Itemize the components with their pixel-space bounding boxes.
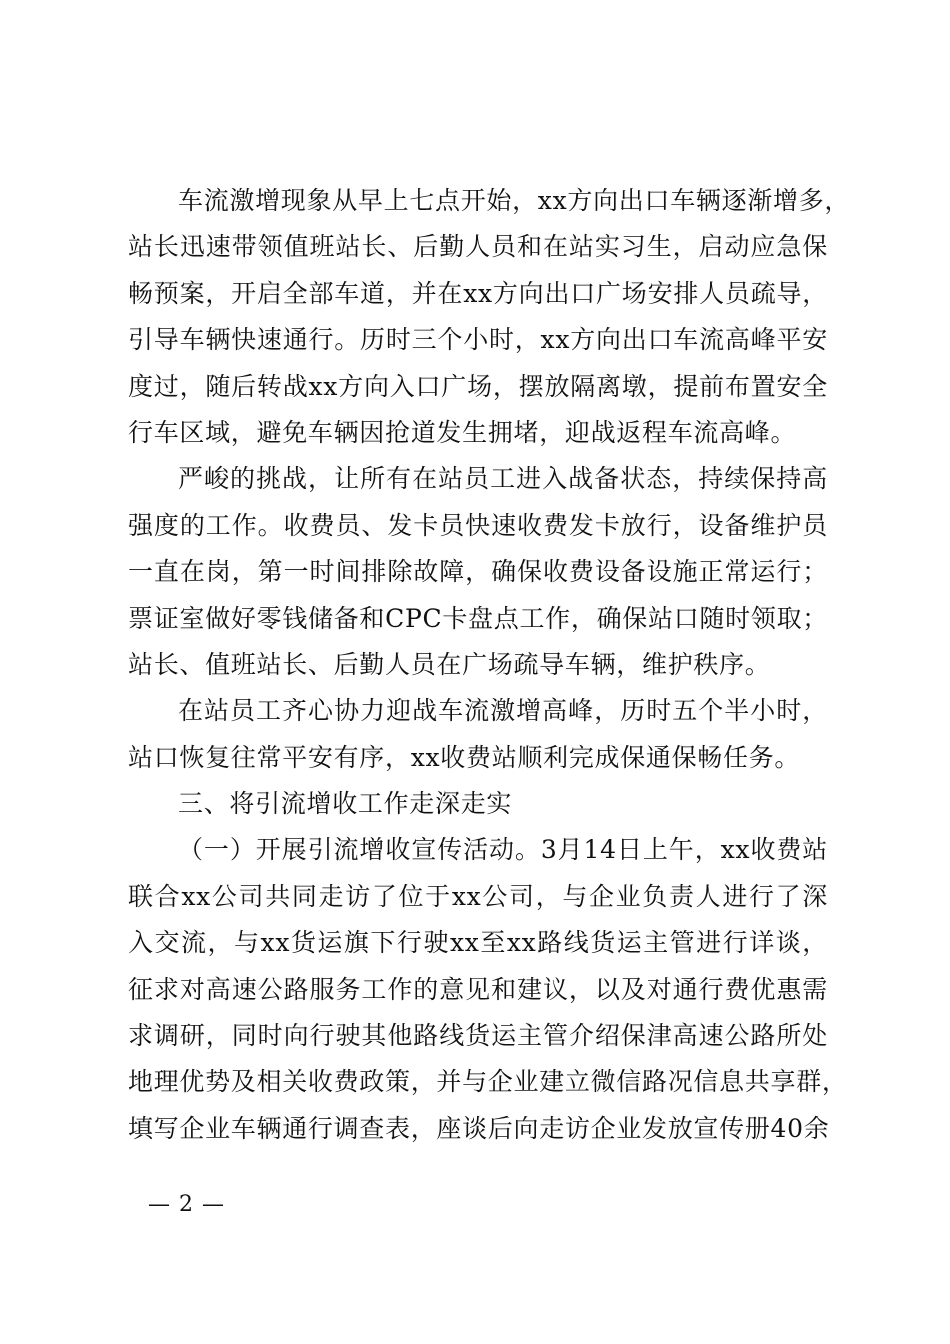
text-line: 严峻的挑战，让所有在站员工进入战备状态，持续保持高	[178, 464, 828, 494]
text-line	[128, 827, 828, 873]
text-line: 求调研，同时向行驶其他路线货运主管介绍保津高速公路所处	[128, 1021, 828, 1051]
text-line: 站长、值班站长、后勤人员在广场疏导车辆，维护秩序。	[128, 649, 771, 679]
text-line: 车流激增现象从早上七点开始，xx方向出口车辆逐渐增多，	[178, 186, 851, 215]
text-line: 联合xx公司共同走访了位于xx公司，与企业负责人进行了深	[128, 881, 828, 911]
text-line: 度过，随后转战xx方向入口广场，摆放隔离墩，提前布置安全	[128, 371, 828, 401]
text-segment: 3月14日上午，xx收费站	[540, 835, 828, 865]
text-line: 在站员工齐心协力迎战车流激增高峰，历时五个半小时，	[178, 696, 828, 726]
paragraph-task-complete	[128, 688, 828, 781]
text-line: 站长迅速带领值班站长、后勤人员和在站实习生，启动应急保	[128, 232, 828, 262]
page-number: — 2 —	[148, 1192, 225, 1217]
text-line: 票证室做好零钱储备和CPC卡盘点工作，确保站口随时领取；	[128, 603, 828, 633]
heading-text: 三、将引流增收工作走深走实	[178, 789, 513, 819]
text-line: 填写企业车辆通行调查表，座谈后向走访企业发放宣传册40余	[128, 1113, 830, 1143]
text-line: 畅预案，开启全部车道，并在xx方向出口广场安排人员疏导，	[128, 278, 828, 308]
text-line: 地理优势及相关收费政策，并与企业建立微信路况信息共享群，	[128, 1067, 848, 1097]
sub-heading-text: （一）开展引流增收宣传活动。	[178, 835, 541, 865]
text-line: 入交流，与xx货运旗下行驶xx至xx路线货运主管进行详谈，	[128, 928, 828, 958]
section-heading-3	[128, 781, 828, 827]
text-line: 站口恢复往常平安有序，xx收费站顺利完成保通保畅任务。	[128, 742, 801, 772]
text-line: 行车区域，避免车辆因抢道发生拥堵，迎战返程车流高峰。	[128, 417, 797, 447]
text-line: 引导车辆快速通行。历时三个小时，xx方向出口车流高峰平安	[128, 325, 828, 355]
text-line: 强度的工作。收费员、发卡员快速收费发卡放行，设备维护员	[128, 510, 828, 540]
paragraph-promotion	[128, 827, 848, 1152]
text-line: 征求对高速公路服务工作的意见和建议，以及对通行费优惠需	[128, 974, 828, 1004]
document-body	[128, 178, 851, 1152]
text-line: 一直在岗，第一时间排除故障，确保收费设备设施正常运行；	[128, 557, 828, 587]
paragraph-traffic-surge	[128, 178, 851, 456]
paragraph-staff-readiness	[128, 456, 828, 688]
